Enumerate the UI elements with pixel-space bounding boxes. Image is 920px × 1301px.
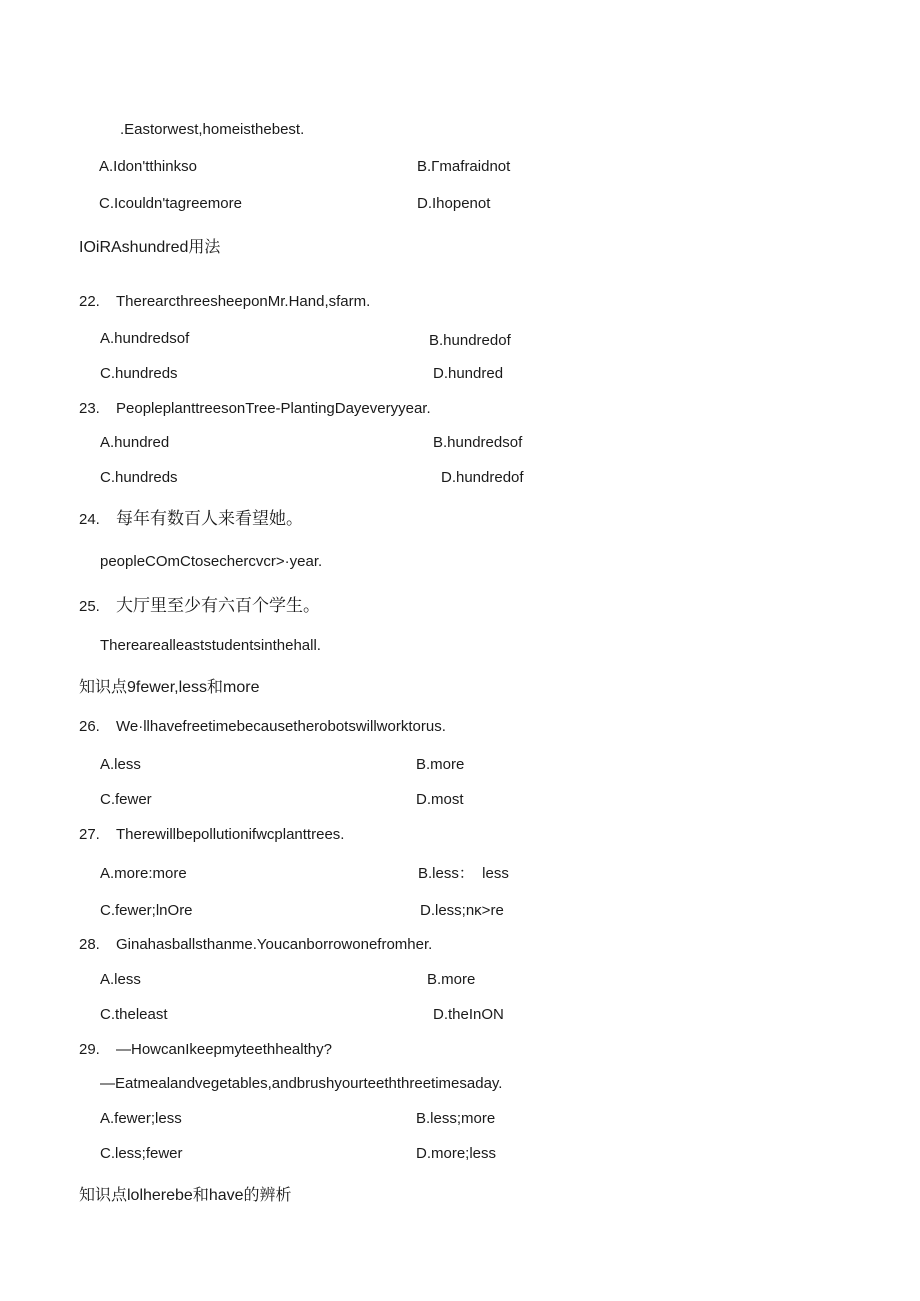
q26-stem: We·llhavefreetimebecausetherobotswillworktorus. xyxy=(116,718,446,735)
q25-stem: 大厅里至少有六百个学生。 xyxy=(116,596,320,615)
q22-option-c: C.hundreds xyxy=(100,365,178,382)
q27-option-c: C.fewer;lnOre xyxy=(100,902,193,919)
q28-option-a: A.less xyxy=(100,971,141,988)
q23-option-c: C.hundreds xyxy=(100,469,178,486)
q28-option-b: B.more xyxy=(427,971,476,988)
q21-option-d: D.Ihopenot xyxy=(417,195,491,212)
q27-stem: Therewillbepollutionifwcplanttrees. xyxy=(116,826,345,843)
q23-number: 23. xyxy=(79,400,100,417)
q22-option-d: D.hundred xyxy=(433,365,504,382)
q21-stem: .Eastorwest,homeisthebest. xyxy=(120,121,305,138)
q26-option-d: D.most xyxy=(416,791,464,808)
q26-number: 26. xyxy=(79,718,100,735)
q23-option-d: D.hundredof xyxy=(441,469,524,486)
q27-option-a: A.more:more xyxy=(100,865,187,882)
q26-option-b: B.more xyxy=(416,756,465,773)
q28-stem: Ginahasballsthanme.Youcanborrowonefromher. xyxy=(116,936,433,953)
q29-stem-continuation: —Eatmealandvegetables,andbrushyourteeththreetimesaday. xyxy=(100,1075,503,1092)
q29-option-b: B.less;more xyxy=(416,1110,496,1127)
q23-option-a: A.hundred xyxy=(100,434,170,451)
q27-option-d: D.less;nκ>re xyxy=(420,902,504,919)
q29-option-d: D.more;less xyxy=(416,1145,497,1162)
q23-option-b: B.hundredsof xyxy=(433,434,523,451)
section-heading-there-be-have: 知识点lolherebe和have的辨析 xyxy=(79,1187,292,1204)
section-heading-fewer-less-more: 知识点9fewer,less和more xyxy=(79,679,260,696)
q28-option-d: D.theInON xyxy=(433,1006,504,1023)
q22-option-a: A.hundredsof xyxy=(100,330,190,347)
q28-option-c: C.theleast xyxy=(100,1006,168,1023)
q29-option-a: A.fewer;less xyxy=(100,1110,182,1127)
q25-number: 25. xyxy=(79,598,100,615)
q24-stem: 每年有数百人来看望她。 xyxy=(116,509,303,528)
q21-option-b: B.Γmafraidnot xyxy=(417,158,511,175)
q26-option-c: C.fewer xyxy=(100,791,152,808)
q22-option-b: B.hundredof xyxy=(429,332,511,349)
q23-stem: PeopleplanttreesonTree-PlantingDayeveryyear. xyxy=(116,400,431,417)
q27-number: 27. xyxy=(79,826,100,843)
q29-number: 29. xyxy=(79,1041,100,1058)
q22-number: 22. xyxy=(79,293,100,310)
q21-option-a: A.Idon'tthinkso xyxy=(99,158,197,175)
q25-answer-line: Therearealleaststudentsinthehall. xyxy=(100,637,321,654)
q24-answer-line: peopleCOmCtosechercvcr>·year. xyxy=(100,553,323,570)
q24-number: 24. xyxy=(79,511,100,528)
q28-number: 28. xyxy=(79,936,100,953)
section-heading-hundred: IOiRAshundred用法 xyxy=(79,239,221,256)
q26-option-a: A.less xyxy=(100,756,141,773)
q22-stem: TherearcthreesheeponMr.Hand,sfarm. xyxy=(116,293,371,310)
q27-option-b: B.less： less xyxy=(418,865,509,882)
q29-option-c: C.less;fewer xyxy=(100,1145,183,1162)
q21-option-c: C.Icouldn'tagreemore xyxy=(99,195,242,212)
q29-stem: —HowcanIkeepmyteethhealthy? xyxy=(116,1041,332,1058)
